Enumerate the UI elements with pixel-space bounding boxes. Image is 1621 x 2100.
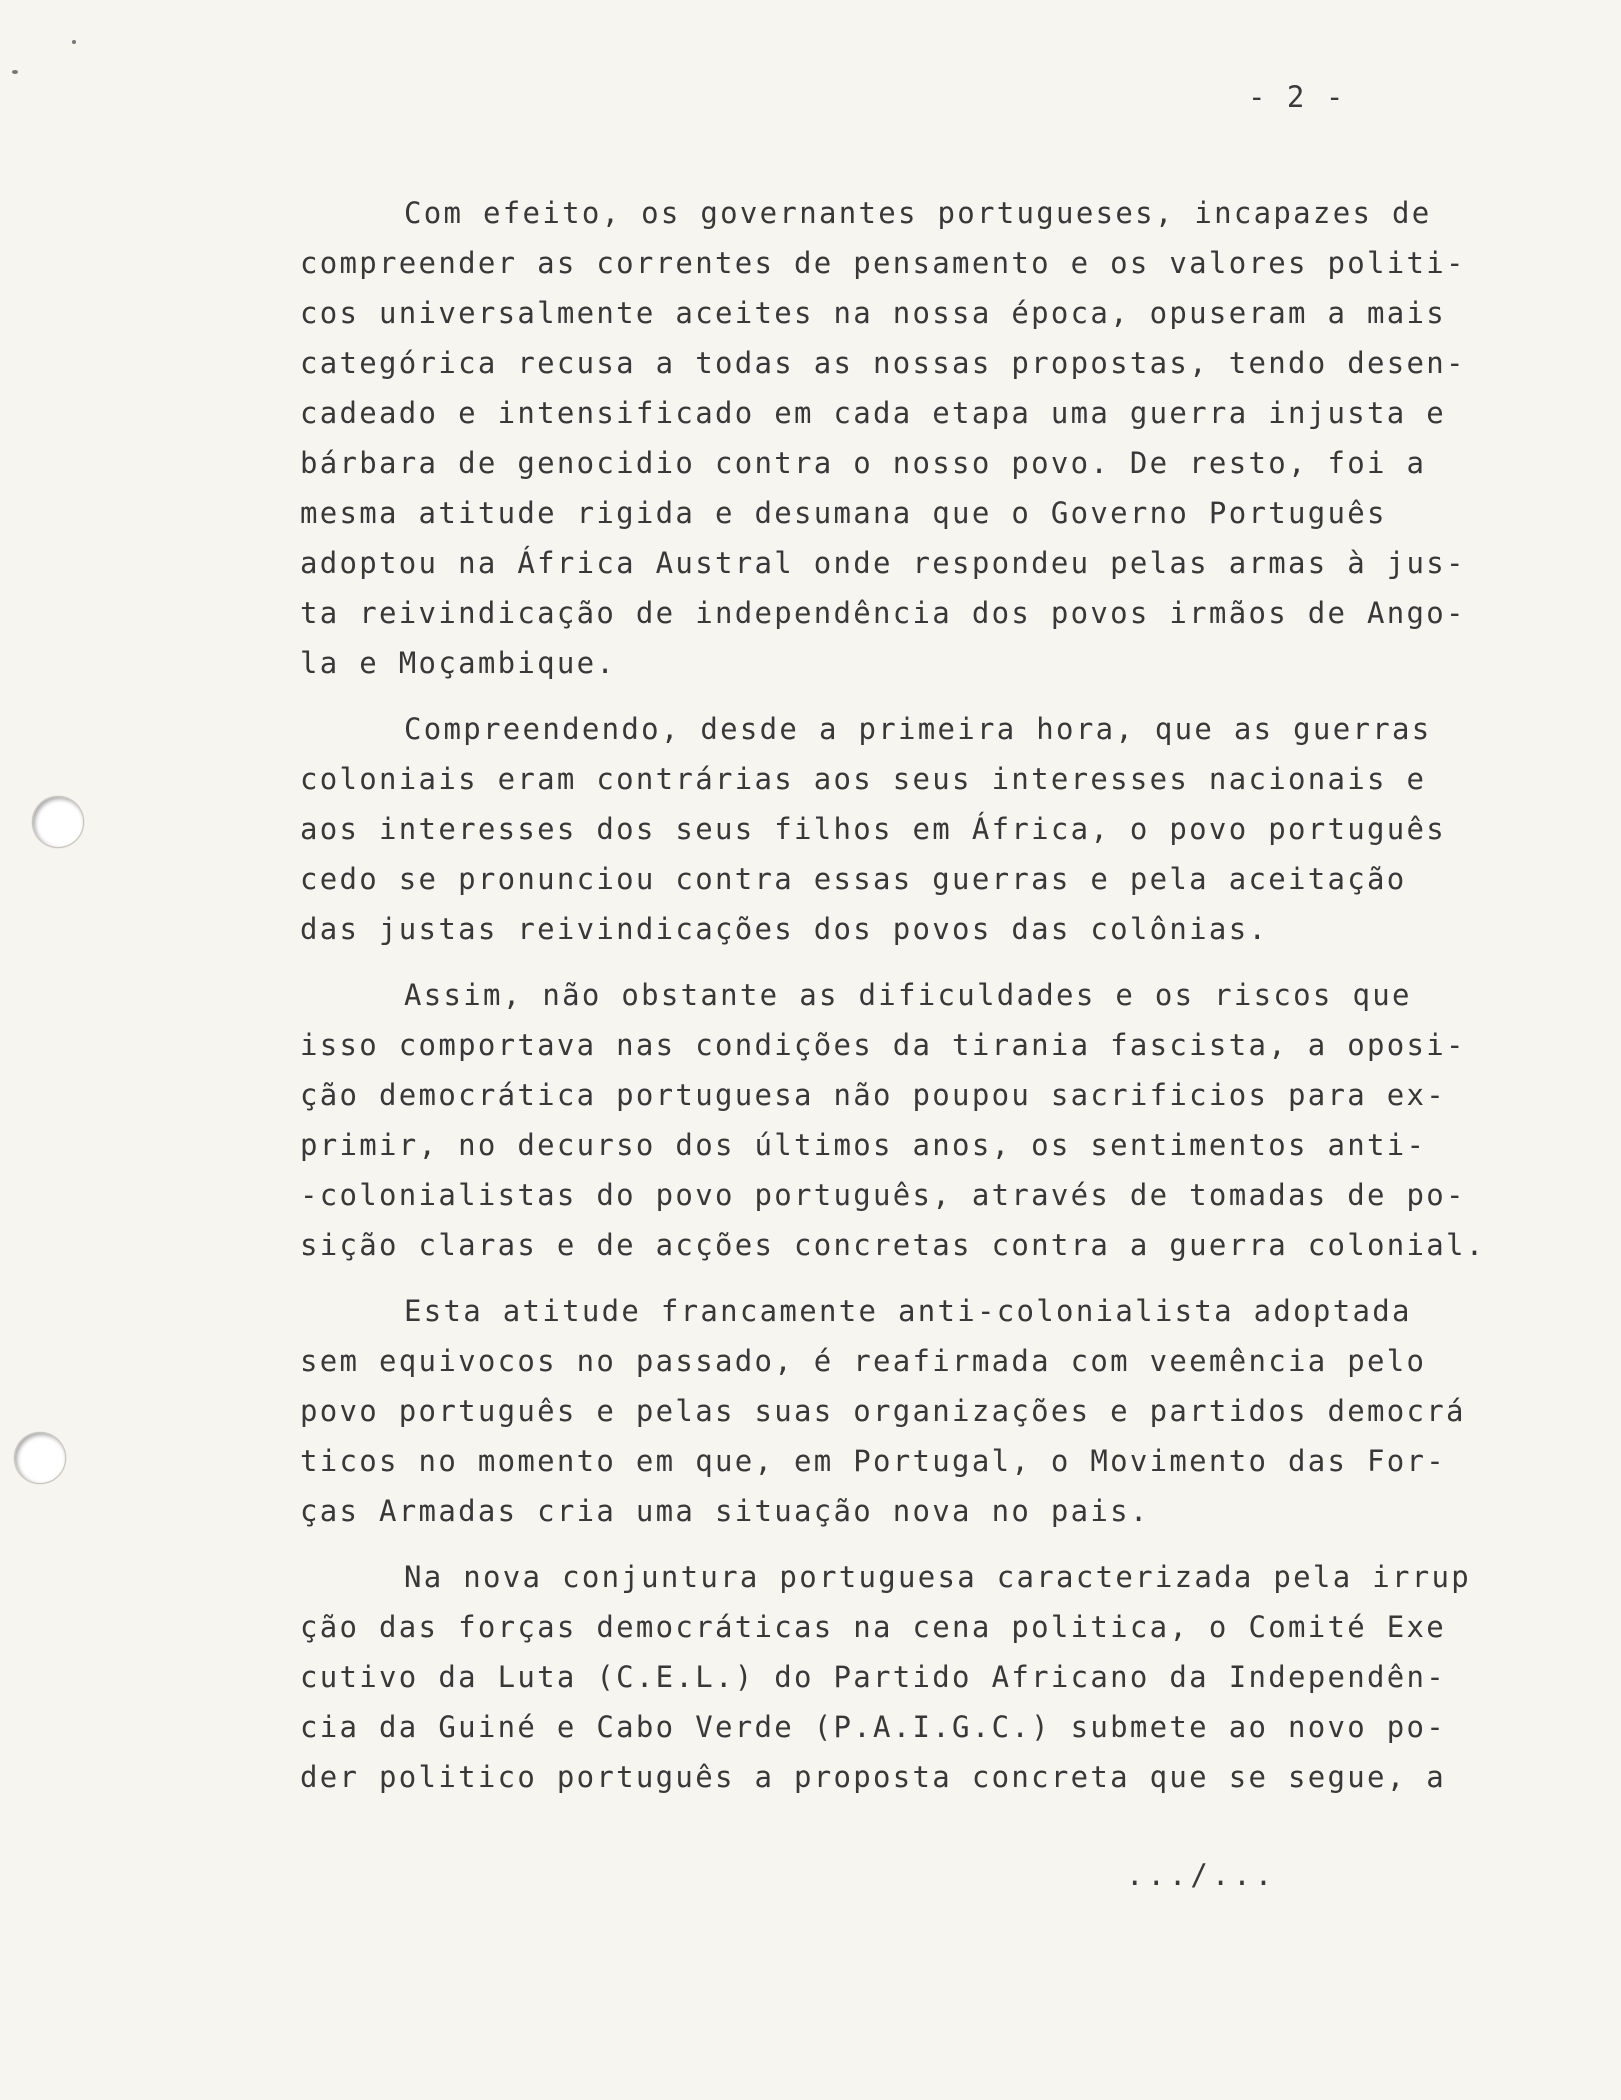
text-line: Compreendendo, desde a primeira hora, que as guerras — [404, 712, 1432, 746]
paragraph-5 — [300, 1552, 1490, 1802]
text-line: Na nova conjuntura portuguesa caracterizada pela irrup — [404, 1560, 1472, 1594]
text-line: ção das forças democráticas na cena politica, o Comité Exe — [300, 1610, 1447, 1644]
text-line: ta reivindicação de independência dos povos irmãos de Ango- — [300, 596, 1466, 630]
paper-speck — [12, 70, 18, 74]
continuation-mark: .../... — [1126, 1858, 1277, 1892]
paragraph-3 — [300, 970, 1490, 1270]
text-line: Com efeito, os governantes portugueses, incapazes de — [404, 196, 1432, 230]
text-line: categórica recusa a todas as nossas propostas, tendo desen- — [300, 346, 1466, 380]
text-line: ção democrática portuguesa não poupou sacrificios para ex- — [300, 1078, 1447, 1112]
text-line: sem equivocos no passado, é reafirmada com veemência pelo — [300, 1344, 1427, 1378]
text-line: primir, no decurso dos últimos anos, os sentimentos anti- — [300, 1128, 1427, 1162]
text-line: cos universalmente aceites na nossa época, opuseram a mais — [300, 296, 1447, 330]
text-line: la e Moçambique. — [300, 646, 617, 680]
text-line: bárbara de genocidio contra o nosso povo. De resto, foi a — [300, 446, 1427, 480]
page-number: - 2 - — [1248, 80, 1346, 114]
text-line: adoptou na África Austral onde respondeu pelas armas à jus- — [300, 546, 1466, 580]
text-line: cedo se pronunciou contra essas guerras e pela aceitação — [300, 862, 1407, 896]
text-line: ticos no momento em que, em Portugal, o Movimento das For- — [300, 1444, 1447, 1478]
text-line: compreender as correntes de pensamento e os valores politi- — [300, 246, 1466, 280]
text-line: isso comportava nas condições da tirania fascista, a oposi- — [300, 1028, 1466, 1062]
paragraph-1 — [300, 188, 1490, 688]
punch-hole-top — [32, 796, 84, 848]
text-line: das justas reivindicações dos povos das colônias. — [300, 912, 1269, 946]
body-text — [300, 188, 1490, 1818]
paper-speck — [72, 40, 76, 44]
text-line: aos interesses dos seus filhos em África, o povo português — [300, 812, 1447, 846]
paragraph-2 — [300, 704, 1490, 954]
text-line: ças Armadas cria uma situação nova no pais. — [300, 1494, 1150, 1528]
text-line: der politico português a proposta concreta que se segue, a — [300, 1760, 1447, 1794]
paragraph-4 — [300, 1286, 1490, 1536]
text-line: coloniais eram contrárias aos seus interesses nacionais e — [300, 762, 1427, 796]
text-line: Assim, não obstante as dificuldades e os riscos que — [404, 978, 1412, 1012]
text-line: cadeado e intensificado em cada etapa uma guerra injusta e — [300, 396, 1447, 430]
text-line: Esta atitude francamente anti-colonialista adoptada — [404, 1294, 1412, 1328]
text-line: povo português e pelas suas organizações e partidos democrá — [300, 1394, 1466, 1428]
punch-hole-bottom — [14, 1432, 66, 1484]
text-line: mesma atitude rigida e desumana que o Governo Português — [300, 496, 1387, 530]
text-line: cia da Guiné e Cabo Verde (P.A.I.G.C.) submete ao novo po- — [300, 1710, 1447, 1744]
text-line: cutivo da Luta (C.E.L.) do Partido Africano da Independên- — [300, 1660, 1447, 1694]
text-line: -colonialistas do povo português, através de tomadas de po- — [300, 1178, 1466, 1212]
text-line: sição claras e de acções concretas contra a guerra colonial. — [300, 1228, 1486, 1262]
